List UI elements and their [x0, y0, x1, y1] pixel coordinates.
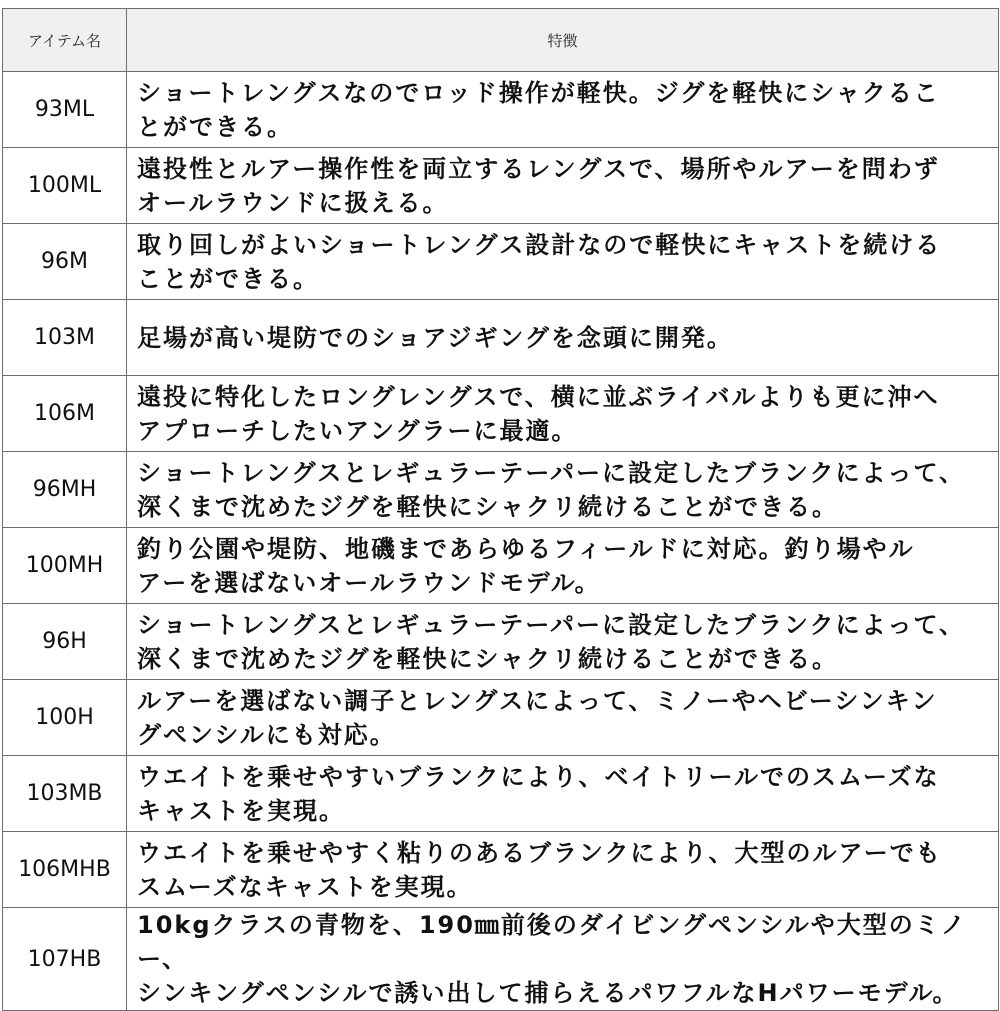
feature-line: シンキングペンシルで誘い出して捕らえるパワフルなHパワーモデル。: [137, 979, 959, 1007]
feature-line: 遠投性とルアー操作性を両立するレングスで、場所やルアーを問わず: [137, 154, 940, 183]
table-row: [3, 376, 999, 452]
feature-cell: [127, 832, 999, 908]
header-row: [3, 9, 999, 72]
feature-line: キャストを実現。: [137, 796, 345, 825]
item-name-cell: 103M: [3, 300, 127, 376]
item-name-cell: 96H: [3, 604, 127, 680]
item-name-cell: 96M: [3, 224, 127, 300]
item-name-cell: 106MHB: [3, 832, 127, 908]
feature-line: ウエイトを乗せやすいブランクにより、ベイトリールでのスムーズな: [137, 762, 940, 791]
table-row: [3, 908, 999, 1011]
feature-cell: [127, 148, 999, 224]
table-row: [3, 604, 999, 680]
header-item-name: アイテム名: [3, 9, 127, 72]
feature-line: ウエイトを乗せやすく粘りのあるブランクにより、大型のルアーでも: [137, 838, 942, 867]
item-name-cell: 106M: [3, 376, 127, 452]
feature-line: オールラウンドに扱える。: [137, 188, 449, 217]
feature-line: ショートレングスなのでロッド操作が軽快。ジグを軽快にシャクるこ: [137, 78, 940, 107]
feature-cell: [127, 452, 999, 528]
table-body: [3, 72, 999, 1011]
feature-line: ショートレングスとレギュラーテーパーに設定したブランクによって、: [137, 458, 966, 487]
feature-line: ことができる。: [137, 264, 319, 293]
feature-line: 深くまで沈めたジグを軽快にシャクリ続けることができる。: [137, 644, 839, 673]
table-row: [3, 224, 999, 300]
feature-line: アプローチしたいアングラーに最適。: [137, 416, 578, 445]
table-row: [3, 528, 999, 604]
rod-spec-table: [2, 8, 999, 1011]
feature-line: ショートレングスとレギュラーテーパーに設定したブランクによって、: [137, 610, 966, 639]
feature-line: 取り回しがよいショートレングス設計なので軽快にキャストを続ける: [137, 230, 942, 259]
feature-cell: [127, 300, 999, 376]
header-feature: 特徴: [127, 9, 999, 72]
table-row: [3, 148, 999, 224]
item-name-cell: 100ML: [3, 148, 127, 224]
feature-line: ルアーを選ばない調子とレングスによって、ミノーやヘビーシンキン: [137, 686, 938, 715]
feature-line: 足場が高い堤防でのショアジギングを念頭に開発。: [137, 323, 733, 352]
feature-cell: [127, 528, 999, 604]
feature-cell: [127, 908, 999, 1011]
feature-line: 釣り公園や堤防、地磯まであらゆるフィールドに対応。釣り場やル: [137, 534, 915, 563]
table-header: [3, 9, 999, 72]
feature-cell: [127, 224, 999, 300]
table-row: [3, 680, 999, 756]
item-name-cell: 93ML: [3, 72, 127, 148]
feature-line: 深くまで沈めたジグを軽快にシャクリ続けることができる。: [137, 492, 839, 521]
item-name-cell: 96MH: [3, 452, 127, 528]
feature-cell: [127, 756, 999, 832]
feature-line: アーを選ばないオールラウンドモデル。: [137, 568, 601, 597]
feature-line: スムーズなキャストを実現。: [137, 872, 473, 901]
feature-line: 遠投に特化したロングレングスで、横に並ぶライバルよりも更に沖へ: [137, 382, 940, 411]
feature-line: とができる。: [137, 112, 293, 141]
feature-line: 10kgクラスの青物を、190㎜前後のダイビングペンシルや大型のミノー、: [137, 911, 967, 973]
feature-cell: [127, 376, 999, 452]
table-row: [3, 832, 999, 908]
feature-cell: [127, 604, 999, 680]
table-row: [3, 452, 999, 528]
item-name-cell: 103MB: [3, 756, 127, 832]
table-row: [3, 300, 999, 376]
feature-cell: [127, 680, 999, 756]
table-row: [3, 72, 999, 148]
item-name-cell: 100H: [3, 680, 127, 756]
feature-cell: [127, 72, 999, 148]
item-name-cell: 100MH: [3, 528, 127, 604]
table-row: [3, 756, 999, 832]
feature-line: グペンシルにも対応。: [137, 720, 396, 749]
item-name-cell: 107HB: [3, 908, 127, 1011]
